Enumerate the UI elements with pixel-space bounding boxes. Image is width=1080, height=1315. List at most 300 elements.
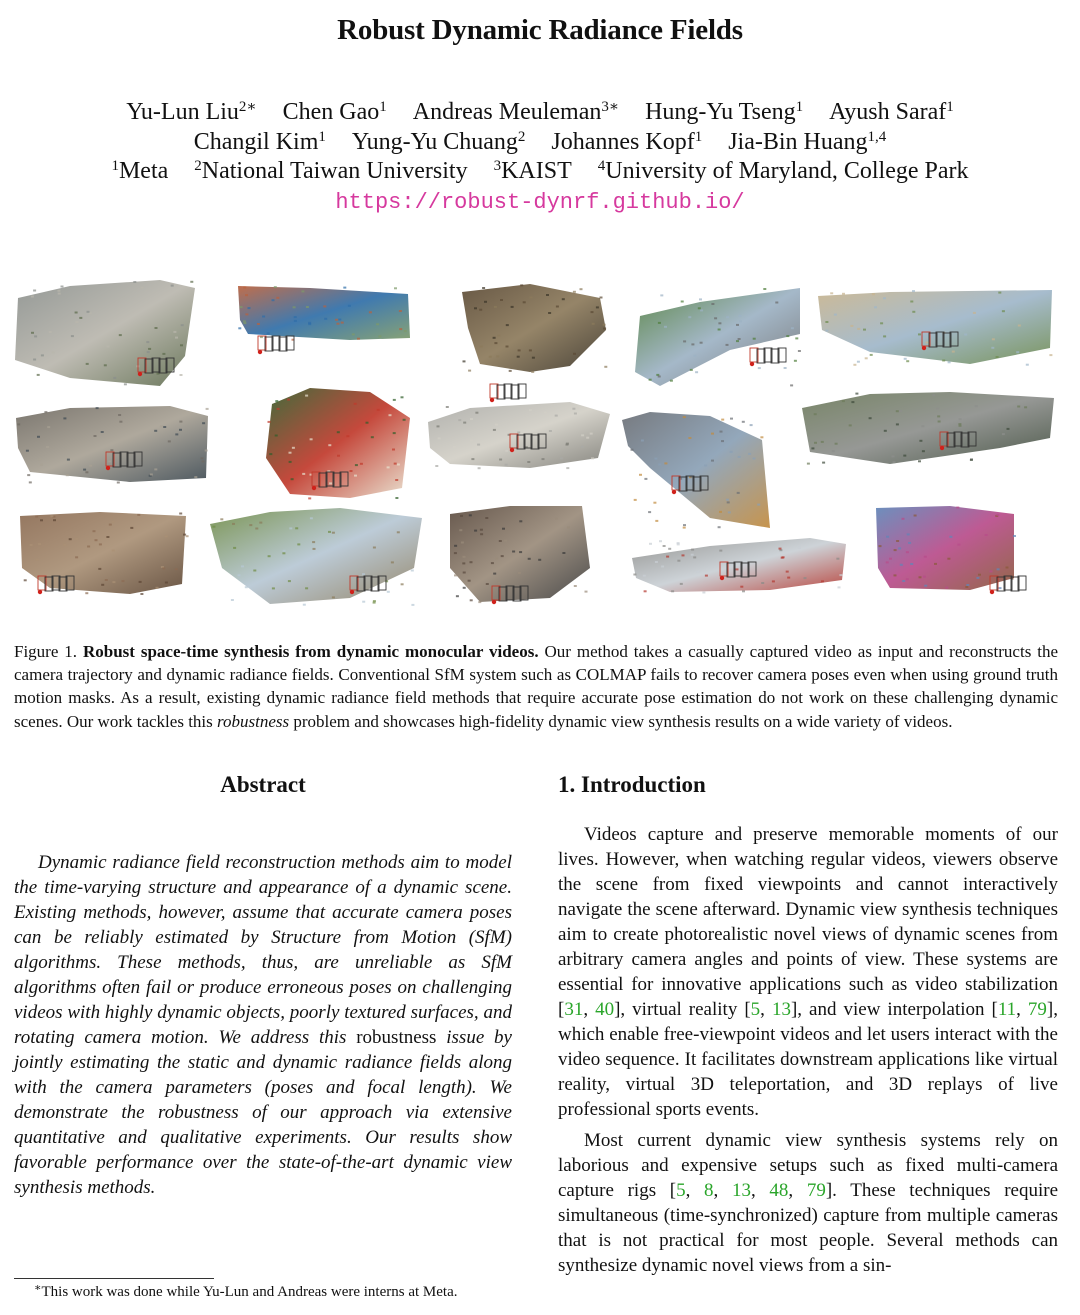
point-speckle: [965, 586, 968, 588]
teaser-image-grid: [10, 268, 1070, 630]
point-speckle: [869, 417, 872, 419]
point-speckle: [35, 516, 38, 518]
point-speckle: [658, 464, 661, 466]
point-speckle: [337, 455, 340, 457]
point-speckle: [497, 582, 500, 584]
citation-link[interactable]: 31: [564, 999, 584, 1020]
point-speckle: [683, 416, 686, 418]
point-speckle: [976, 577, 979, 579]
point-speckle: [453, 446, 456, 448]
point-speckle: [301, 290, 304, 292]
point-speckle: [399, 328, 402, 330]
point-speckle: [863, 329, 866, 331]
point-speckle: [959, 418, 962, 420]
point-speckle: [277, 408, 280, 410]
point-speckle: [479, 309, 482, 311]
point-speckle: [308, 323, 311, 325]
point-speckle: [357, 338, 360, 340]
point-speckle: [352, 333, 355, 335]
point-speckle: [997, 568, 1000, 570]
point-speckle: [883, 335, 886, 337]
point-speckle: [730, 451, 733, 453]
point-speckle: [46, 446, 49, 448]
teaser-panel-city-street: [16, 406, 209, 484]
point-speckle: [446, 406, 449, 408]
teaser-panel-swing: [210, 508, 422, 606]
point-speckle: [190, 281, 193, 283]
point-speckle: [337, 431, 340, 433]
point-speckle: [688, 316, 691, 318]
point-speckle: [289, 452, 292, 454]
point-speckle: [908, 542, 911, 544]
point-speckle: [350, 470, 353, 472]
point-speckle: [576, 407, 579, 409]
point-speckle: [274, 286, 277, 288]
point-speckle: [179, 513, 182, 515]
point-speckle: [156, 587, 159, 589]
point-speckle: [641, 440, 644, 442]
point-speckle: [338, 319, 341, 321]
point-speckle: [366, 422, 369, 424]
point-speckle: [870, 354, 873, 356]
camera-position-marker: [720, 576, 724, 580]
point-speckle: [323, 305, 326, 307]
point-speckle: [899, 410, 902, 412]
point-speckle: [580, 288, 583, 290]
point-speckle: [162, 353, 165, 355]
point-speckle: [711, 460, 714, 462]
point-speckle: [763, 288, 766, 290]
point-speckle: [574, 413, 577, 415]
point-speckle: [491, 562, 494, 564]
point-speckle: [238, 574, 241, 576]
point-speckle: [538, 559, 541, 561]
point-speckle: [397, 464, 400, 466]
footnote-divider: [14, 1278, 214, 1279]
point-speckle: [343, 287, 346, 289]
point-speckle: [101, 584, 104, 586]
teaser-panel-crosswalk: [632, 538, 846, 594]
camera-position-marker: [940, 446, 944, 450]
point-speckle: [691, 554, 694, 556]
point-speckle: [262, 316, 265, 318]
point-speckle: [118, 414, 121, 416]
point-speckle: [726, 344, 729, 346]
point-speckle: [794, 360, 797, 362]
point-speckle: [310, 438, 313, 440]
point-speckle: [795, 337, 798, 339]
point-speckle: [872, 293, 875, 295]
point-speckle: [75, 538, 78, 540]
point-speckle: [924, 585, 927, 587]
point-speckle: [912, 311, 915, 313]
point-speckle: [212, 526, 215, 528]
point-speckle: [240, 306, 243, 308]
point-speckle: [354, 403, 357, 405]
point-speckle: [643, 575, 646, 577]
point-speckle: [165, 582, 168, 584]
point-speckle: [249, 524, 252, 526]
point-speckle: [918, 460, 921, 462]
point-speckle: [922, 450, 925, 452]
point-speckle: [95, 539, 98, 541]
citation-link[interactable]: 48: [769, 1180, 789, 1201]
point-speckle: [679, 478, 682, 480]
point-speckle: [272, 587, 275, 589]
citation-link[interactable]: 13: [771, 999, 791, 1020]
point-speckle: [401, 583, 404, 585]
citation-link[interactable]: 8: [704, 1180, 714, 1201]
point-speckle: [964, 434, 967, 436]
point-speckle: [245, 313, 248, 315]
point-speckle: [973, 312, 976, 314]
point-speckle: [94, 435, 97, 437]
citation-link[interactable]: 79: [806, 1180, 826, 1201]
point-speckle: [567, 526, 570, 528]
point-speckle: [474, 307, 477, 309]
teaser-panel-graffiti-wall: [876, 506, 1026, 594]
point-speckle: [586, 437, 589, 439]
point-speckle: [387, 591, 390, 593]
point-speckle: [67, 459, 70, 461]
point-speckle: [76, 321, 79, 323]
point-speckle: [454, 574, 457, 576]
point-speckle: [470, 561, 473, 563]
point-speckle: [291, 478, 294, 480]
point-speckle: [772, 580, 775, 582]
point-speckle: [499, 459, 502, 461]
author-line-2: [0, 128, 1080, 158]
point-speckle: [532, 357, 535, 359]
point-speckle: [738, 338, 741, 340]
point-speckle: [44, 411, 47, 413]
point-speckle: [475, 412, 478, 414]
point-speckle: [288, 580, 291, 582]
point-speckle: [658, 376, 661, 378]
point-speckle: [906, 578, 909, 580]
point-speckle: [726, 316, 729, 318]
point-speckle: [924, 556, 927, 558]
point-speckle: [677, 560, 680, 562]
point-speckle: [328, 531, 331, 533]
point-speckle: [562, 298, 565, 300]
caption-text-end: problem and showcases high-fidelity dynamic view synthesis results on a wide variety of videos.: [289, 711, 953, 731]
point-speckle: [760, 436, 763, 438]
point-speckle: [839, 574, 842, 576]
citation-link[interactable]: 5: [676, 1180, 686, 1201]
author-line-1: [0, 98, 1080, 128]
point-speckle: [17, 423, 20, 425]
point-speckle: [999, 587, 1002, 589]
point-speckle: [966, 584, 969, 586]
point-speckle: [392, 449, 395, 451]
teaser-panel-horse-jumping: [818, 290, 1052, 366]
point-speckle: [688, 437, 691, 439]
point-speckle: [804, 577, 807, 579]
point-speckle: [838, 586, 841, 588]
point-speckle: [737, 492, 740, 494]
citation-link[interactable]: 5: [750, 999, 761, 1020]
point-speckle: [791, 327, 794, 329]
camera-position-marker: [312, 486, 316, 490]
point-speckle: [898, 547, 901, 549]
author: Yung-Yu Chuang$^2$: [351, 128, 526, 155]
affiliation: $^3$KAIST: [493, 158, 572, 184]
point-speckle: [328, 444, 331, 446]
point-speckle: [922, 335, 925, 337]
point-speckle: [75, 312, 78, 314]
point-speckle: [659, 540, 662, 542]
point-speckle: [790, 384, 793, 386]
point-speckle: [141, 287, 144, 289]
point-speckle: [681, 301, 684, 303]
point-speckle: [329, 482, 332, 484]
point-speckle: [807, 463, 810, 465]
point-speckle: [850, 325, 853, 327]
citation-link[interactable]: 79: [1027, 999, 1047, 1020]
point-speckle: [30, 544, 33, 546]
point-speckle: [173, 331, 176, 333]
point-speckle: [485, 517, 488, 519]
point-speckle: [460, 515, 463, 517]
point-speckle: [87, 546, 90, 548]
point-speckle: [505, 450, 508, 452]
point-speckle: [104, 364, 107, 366]
point-speckle: [603, 324, 606, 326]
point-speckle: [690, 369, 693, 371]
point-speckle: [96, 407, 99, 409]
point-speckle: [454, 552, 457, 554]
point-speckle: [34, 335, 37, 337]
citation-link[interactable]: 11: [997, 999, 1017, 1020]
point-speckle: [721, 419, 724, 421]
point-speckle: [714, 317, 717, 319]
point-speckle: [140, 593, 143, 595]
point-speckle: [24, 579, 27, 581]
point-cloud-surface: [622, 412, 770, 528]
point-speckle: [889, 558, 892, 560]
point-speckle: [835, 443, 838, 445]
point-speckle: [297, 543, 300, 545]
point-speckle: [957, 544, 960, 546]
point-speckle: [581, 446, 584, 448]
point-speckle: [683, 340, 686, 342]
teaser-panel-street-cars: [802, 392, 1054, 465]
point-speckle: [904, 358, 907, 360]
point-speckle: [896, 423, 899, 425]
abstract-heading: Abstract: [220, 772, 306, 797]
point-speckle: [996, 514, 999, 516]
point-speckle: [37, 436, 40, 438]
point-speckle: [695, 371, 698, 373]
point-speckle: [661, 566, 664, 568]
point-speckle: [814, 413, 817, 415]
point-speckle: [739, 320, 742, 322]
point-cloud-surface: [16, 406, 208, 482]
point-speckle: [459, 529, 462, 531]
point-speckle: [496, 355, 499, 357]
point-speckle: [700, 309, 703, 311]
point-speckle: [704, 465, 707, 467]
point-speckle: [276, 297, 279, 299]
figure-caption: [14, 640, 1058, 733]
point-speckle: [253, 570, 256, 572]
point-speckle: [313, 548, 316, 550]
point-speckle: [727, 501, 730, 503]
point-speckle: [590, 433, 593, 435]
point-speckle: [518, 572, 521, 574]
point-speckle: [910, 563, 913, 565]
caption-bold-lead: Robust space-time synthesis from dynamic monocular videos.: [82, 642, 539, 661]
point-speckle: [720, 431, 723, 433]
point-speckle: [894, 549, 897, 551]
point-speckle: [133, 281, 136, 283]
camera-position-marker: [258, 350, 262, 354]
caption-italic: robustness: [217, 711, 290, 731]
point-speckle: [530, 296, 533, 298]
point-speckle: [50, 515, 53, 517]
point-cloud-surface: [462, 284, 606, 372]
point-speckle: [821, 580, 824, 582]
point-speckle: [978, 574, 981, 576]
point-speckle: [393, 432, 396, 434]
point-speckle: [478, 467, 481, 469]
point-speckle: [458, 419, 461, 421]
point-speckle: [108, 460, 111, 462]
point-speckle: [401, 396, 404, 398]
point-speckle: [517, 432, 520, 434]
point-cloud-surface: [15, 280, 195, 386]
point-speckle: [956, 507, 959, 509]
point-speckle: [663, 545, 666, 547]
teaser-panel-road-car: [635, 288, 801, 386]
point-speckle: [959, 425, 962, 427]
point-speckle: [493, 429, 496, 431]
paper-title: Robust Dynamic Radiance Fields: [337, 14, 743, 46]
point-speckle: [206, 408, 209, 410]
author: Hung-Yu Tseng$^1$: [645, 99, 804, 125]
point-speckle: [373, 547, 376, 549]
point-speckle: [495, 558, 498, 560]
point-speckle: [181, 324, 184, 326]
point-speckle: [341, 322, 344, 324]
point-speckle: [603, 328, 606, 330]
point-speckle: [109, 524, 112, 526]
point-speckle: [528, 558, 531, 560]
point-speckle: [106, 536, 109, 538]
point-speckle: [155, 327, 158, 329]
point-speckle: [148, 348, 151, 350]
introduction-heading: 1. Introduction: [558, 772, 706, 797]
point-speckle: [644, 478, 647, 480]
citation-link[interactable]: 40: [595, 999, 615, 1020]
point-speckle: [83, 469, 86, 471]
point-speckle: [355, 464, 358, 466]
point-speckle: [918, 333, 921, 335]
point-speckle: [71, 335, 74, 337]
point-speckle: [886, 561, 889, 563]
point-speckle: [387, 466, 390, 468]
point-speckle: [1016, 351, 1019, 353]
point-speckle: [40, 464, 43, 466]
point-speckle: [463, 360, 466, 362]
point-speckle: [506, 324, 509, 326]
point-speckle: [555, 518, 558, 520]
point-speckle: [147, 351, 150, 353]
point-speckle: [655, 561, 658, 563]
point-speckle: [902, 580, 905, 582]
point-speckle: [693, 355, 696, 357]
point-speckle: [394, 287, 397, 289]
author: Changil Kim$^1$: [193, 128, 326, 155]
point-speckle: [500, 299, 503, 301]
point-speckle: [814, 442, 817, 444]
point-speckle: [27, 474, 30, 476]
point-speckle: [112, 521, 115, 523]
point-speckle: [287, 399, 290, 401]
point-speckle: [914, 515, 917, 517]
point-speckle: [362, 573, 365, 575]
point-speckle: [494, 306, 497, 308]
point-speckle: [480, 346, 483, 348]
point-speckle: [369, 311, 372, 313]
caption-text: Our method takes a casually captured video as input and reconstructs the camera trajectory and dynamic radiance fields. Conventional SfM system such as COLMAP fails to recover camera poses even when using ground truth motion masks. As a result, existing dynamic radiance field methods that require accurate pose estimation do not work on these challenging dynamic scenes. Our work tackles this: [14, 642, 1059, 731]
camera-position-marker: [922, 346, 926, 350]
point-speckle: [497, 335, 500, 337]
point-speckle: [335, 319, 338, 321]
point-speckle: [702, 592, 705, 594]
camera-position-marker: [750, 362, 754, 366]
point-speckle: [257, 323, 260, 325]
point-speckle: [282, 552, 285, 554]
point-speckle: [1013, 535, 1016, 537]
point-speckle: [478, 601, 481, 603]
point-speckle: [461, 542, 464, 544]
point-speckle: [293, 306, 296, 308]
point-speckle: [811, 447, 814, 449]
point-speckle: [932, 394, 935, 396]
point-speckle: [574, 585, 577, 587]
point-speckle: [753, 458, 756, 460]
point-speckle: [154, 430, 157, 432]
point-speckle: [566, 467, 569, 469]
point-speckle: [894, 574, 897, 576]
point-speckle: [494, 342, 497, 344]
point-speckle: [306, 306, 309, 308]
point-speckle: [468, 370, 471, 372]
point-speckle: [348, 305, 351, 307]
point-speckle: [66, 474, 69, 476]
point-speckle: [718, 526, 721, 528]
point-speckle: [98, 568, 101, 570]
point-speckle: [923, 576, 926, 578]
point-speckle: [786, 571, 789, 573]
point-speckle: [596, 306, 599, 308]
point-speckle: [101, 431, 104, 433]
author-block: [0, 98, 1080, 187]
point-speckle: [857, 328, 860, 330]
point-speckle: [691, 343, 694, 345]
point-speckle: [377, 409, 380, 411]
citation-link[interactable]: 13: [731, 1180, 751, 1201]
point-speckle: [248, 307, 251, 309]
point-speckle: [664, 462, 667, 464]
point-speckle: [775, 302, 778, 304]
point-speckle: [63, 544, 66, 546]
point-speckle: [139, 581, 142, 583]
project-url-link[interactable]: https://robust-dynrf.github.io/: [335, 190, 745, 215]
point-speckle: [660, 294, 663, 296]
